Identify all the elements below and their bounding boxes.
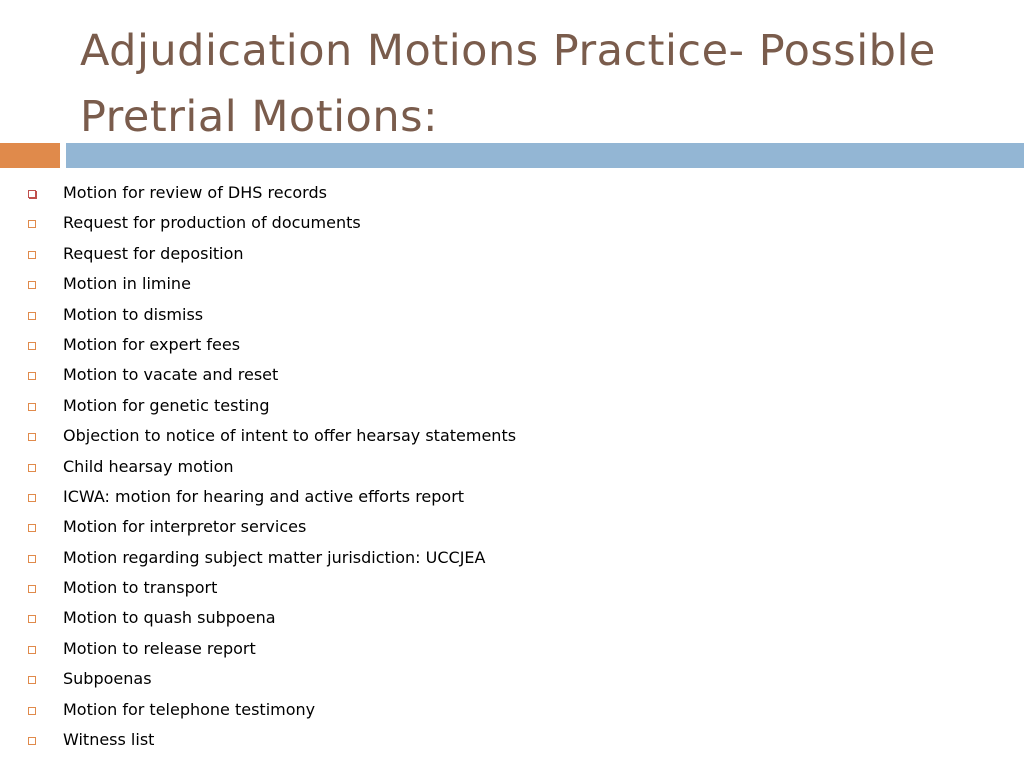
list-item-text: Subpoenas <box>63 669 152 689</box>
list-item <box>0 391 516 421</box>
list-item <box>0 482 516 512</box>
list-item <box>0 725 516 755</box>
square-bullet-icon <box>28 281 36 289</box>
square-bullet-icon <box>28 494 36 502</box>
list-item <box>0 178 516 208</box>
square-bullet-icon <box>28 342 36 350</box>
square-bullet-icon <box>28 737 36 745</box>
list-item-text: Objection to notice of intent to offer hearsay statements <box>63 426 517 446</box>
list-item-text: Witness list <box>63 730 155 750</box>
list-item <box>0 208 516 238</box>
list-item-text: Motion for expert fees <box>63 334 241 354</box>
slide-title-line-2: Pretrial Motions: <box>80 92 438 142</box>
square-bullet-icon <box>28 312 36 320</box>
list-item-text: Request for deposition <box>63 243 244 263</box>
bullet-list <box>0 178 516 755</box>
list-item-text: Motion to vacate and reset <box>63 365 279 385</box>
square-bullet-icon <box>28 372 36 380</box>
list-item <box>0 573 516 603</box>
square-bullet-icon <box>28 190 36 198</box>
list-item-text: Motion for genetic testing <box>63 395 270 415</box>
square-bullet-icon <box>28 403 36 411</box>
slide-title-line-1: Adjudication Motions Practice- Possible <box>80 26 936 76</box>
list-item <box>0 664 516 694</box>
list-item-text: Motion for interpretor services <box>63 517 307 537</box>
list-item-text: Motion to dismiss <box>63 304 204 324</box>
list-item <box>0 300 516 330</box>
list-item-text: Request for production of documents <box>63 213 361 233</box>
list-item <box>0 452 516 482</box>
list-item <box>0 421 516 451</box>
square-bullet-icon <box>28 555 36 563</box>
square-bullet-icon <box>28 220 36 228</box>
list-item-text: Motion for review of DHS records <box>63 183 327 202</box>
square-bullet-icon <box>28 676 36 684</box>
list-item-text: ICWA: motion for hearing and active efforts report <box>63 486 465 506</box>
list-item-text: Child hearsay motion <box>63 456 234 476</box>
accent-bar-blue <box>66 143 1024 168</box>
list-item-text: Motion to release report <box>63 638 256 658</box>
list-item <box>0 543 516 573</box>
slide-title <box>80 18 1000 150</box>
list-item <box>0 512 516 542</box>
list-item <box>0 269 516 299</box>
list-item <box>0 634 516 664</box>
list-item <box>0 603 516 633</box>
list-item <box>0 695 516 725</box>
square-bullet-icon <box>28 464 36 472</box>
list-item-text: Motion to transport <box>63 578 218 598</box>
list-item <box>0 330 516 360</box>
list-item-text: Motion in limine <box>63 274 191 294</box>
square-bullet-icon <box>28 585 36 593</box>
accent-bar-orange <box>0 143 60 168</box>
list-item-text: Motion for telephone testimony <box>63 699 316 719</box>
square-bullet-icon <box>28 251 36 259</box>
square-bullet-icon <box>28 615 36 623</box>
square-bullet-icon <box>28 707 36 715</box>
square-bullet-icon <box>28 524 36 532</box>
list-item-text: Motion to quash subpoena <box>63 608 276 628</box>
list-item <box>0 360 516 390</box>
square-bullet-icon <box>28 433 36 441</box>
list-item-text: Motion regarding subject matter jurisdiction: UCCJEA <box>63 547 486 567</box>
list-item <box>0 239 516 269</box>
square-bullet-icon <box>28 646 36 654</box>
